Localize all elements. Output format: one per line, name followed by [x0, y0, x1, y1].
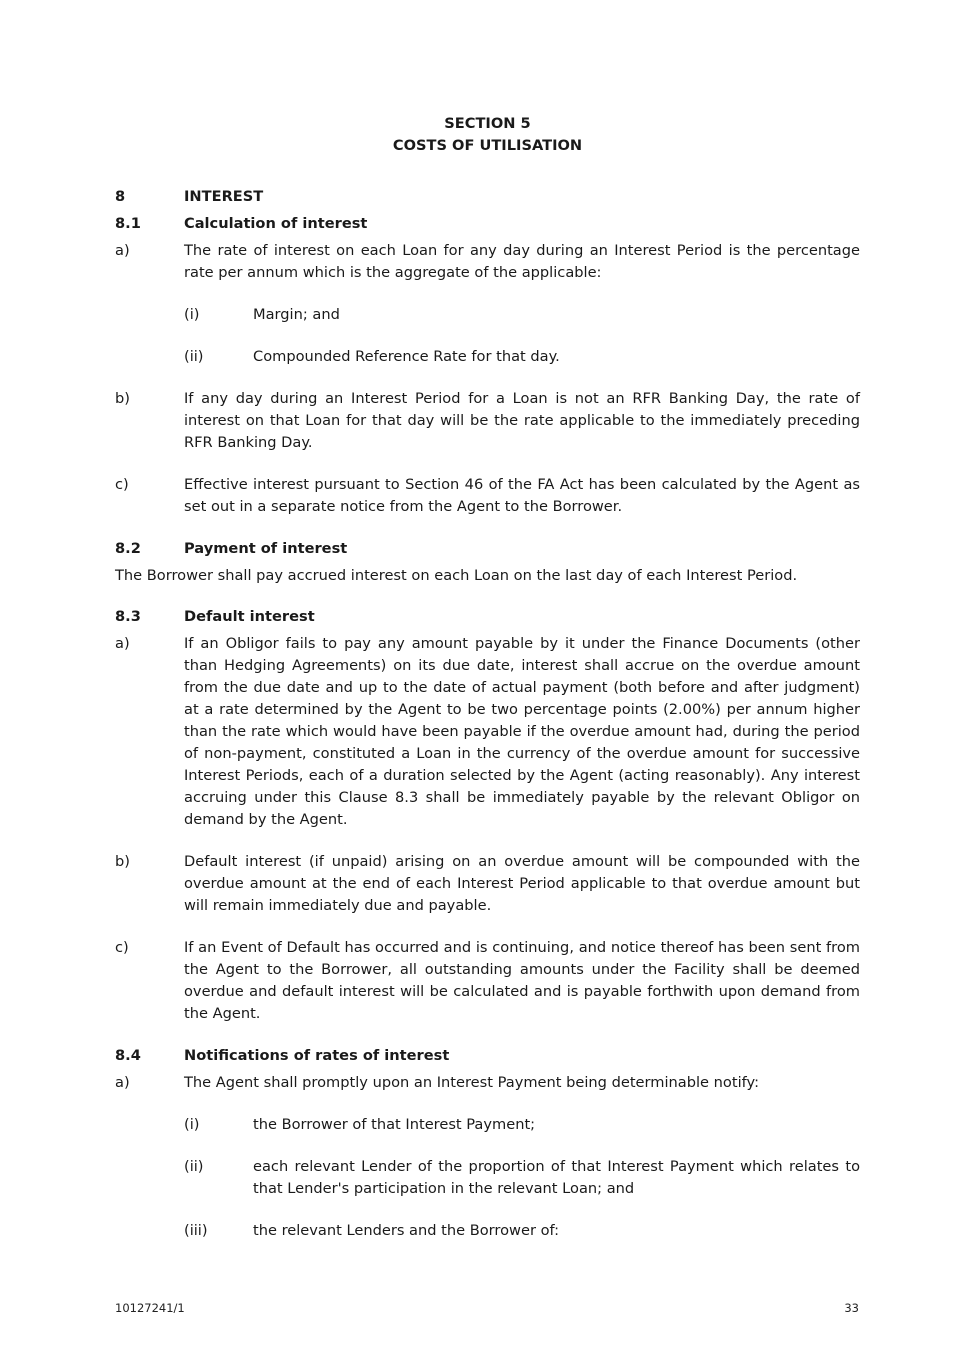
clause-number: 8 [115, 188, 126, 205]
clause-heading-8-2 [115, 538, 860, 560]
footer-page-number: 33 [844, 1301, 859, 1315]
clause-title: Payment of interest [184, 540, 348, 557]
subparagraph-8-1-a-i [184, 304, 860, 326]
paragraph-label: b) [115, 853, 130, 870]
paragraph-label: a) [115, 635, 130, 652]
paragraph-8-3-b [115, 851, 860, 917]
paragraph-text: If an Event of Default has occurred and is continuing, and notice thereof has been sent from the Agent to the Borrower, all outstanding amounts under the Facility shall be deemed overdue and default interest will be calculated and is payable forthwith upon demand from the Agent. [184, 939, 860, 1022]
subparagraph-label: (i) [184, 306, 200, 323]
paragraph-label: a) [115, 1074, 130, 1091]
subparagraph-label: (ii) [184, 1158, 204, 1175]
subparagraph-8-4-a-iii [184, 1220, 860, 1242]
paragraph-text: The Agent shall promptly upon an Interest Payment being determinable notify: [184, 1074, 759, 1091]
subparagraph-text: each relevant Lender of the proportion of that Interest Payment which relates to that Lender's participation in the relevant Loan; and [253, 1158, 860, 1197]
clause-number: 8.3 [115, 608, 141, 625]
paragraph-label: c) [115, 939, 129, 956]
subparagraph-text: the relevant Lenders and the Borrower of: [253, 1222, 560, 1239]
paragraph-8-1-c [115, 474, 860, 518]
subparagraph-8-1-a-ii [184, 346, 860, 368]
clause-title: Notifications of rates of interest [184, 1047, 450, 1064]
paragraph-text: If any day during an Interest Period for a Loan is not an RFR Banking Day, the rate of interest on that Loan for that day will be the rate applicable to the immediately preceding RFR Banking Day. [184, 390, 860, 451]
paragraph-text: Default interest (if unpaid) arising on an overdue amount will be compounded with the overdue amount at the end of each Interest Period applicable to that overdue amount but will remain immediately due and payable. [184, 853, 860, 914]
clause-heading-8-3 [115, 606, 860, 628]
paragraph-label: b) [115, 390, 130, 407]
subparagraph-8-4-a-ii [184, 1156, 860, 1200]
paragraph-8-3-a [115, 633, 860, 831]
footer-doc-ref: 10127241/1 [115, 1301, 185, 1315]
clause-title: Default interest [184, 608, 315, 625]
subparagraph-label: (iii) [184, 1222, 208, 1239]
subparagraph-text: Compounded Reference Rate for that day. [253, 348, 560, 365]
paragraph-8-4-a [115, 1072, 860, 1094]
document-page [115, 113, 860, 1242]
paragraph-8-2: The Borrower shall pay accrued interest on each Loan on the last day of each Interest Period. [115, 567, 798, 584]
clause-heading-8 [115, 186, 860, 208]
section-number: SECTION 5 [444, 115, 531, 132]
section-title: COSTS OF UTILISATION [392, 137, 583, 154]
clause-number: 8.2 [115, 540, 141, 557]
paragraph-8-1-a [115, 240, 860, 284]
subparagraph-label: (ii) [184, 348, 204, 365]
subparagraph-8-4-a-i [184, 1114, 860, 1136]
subparagraph-text: the Borrower of that Interest Payment; [253, 1116, 536, 1133]
paragraph-8-1-b [115, 388, 860, 454]
paragraph-text: If an Obligor fails to pay any amount payable by it under the Finance Documents (other than Hedging Agreements) on its due date, interest shall accrue on the overdue amount from the due date and up to the date of actual payment (both before and after judgment) at a rate determined by the Agent to be two percentage points (2.00%) per annum higher than the rate which would have been payable if the overdue amount had, during the period of non-payment, constituted a Loan in the currency of the overdue amount for successive Interest Periods, each of a duration selected by the Agent (acting reasonably). Any interest accruing under this Clause 8.3 shall be immediately payable by the relevant Obligor on demand by the Agent. [184, 635, 860, 828]
paragraph-label: c) [115, 476, 129, 493]
paragraph-text: The rate of interest on each Loan for any day during an Interest Period is the percentage rate per annum which is the aggregate of the applicable: [184, 242, 860, 281]
paragraph-text: Effective interest pursuant to Section 46 of the FA Act has been calculated by the Agent as set out in a separate notice from the Agent to the Borrower. [184, 476, 860, 515]
clause-number: 8.4 [115, 1047, 141, 1064]
paragraph-8-3-c [115, 937, 860, 1025]
paragraph-label: a) [115, 242, 130, 259]
clause-heading-8-1 [115, 213, 860, 235]
clause-title: Calculation of interest [184, 215, 368, 232]
subparagraph-label: (i) [184, 1116, 200, 1133]
clause-heading-8-4 [115, 1045, 860, 1067]
clause-title: INTEREST [184, 188, 264, 205]
subparagraph-text: Margin; and [253, 306, 340, 323]
clause-number: 8.1 [115, 215, 141, 232]
